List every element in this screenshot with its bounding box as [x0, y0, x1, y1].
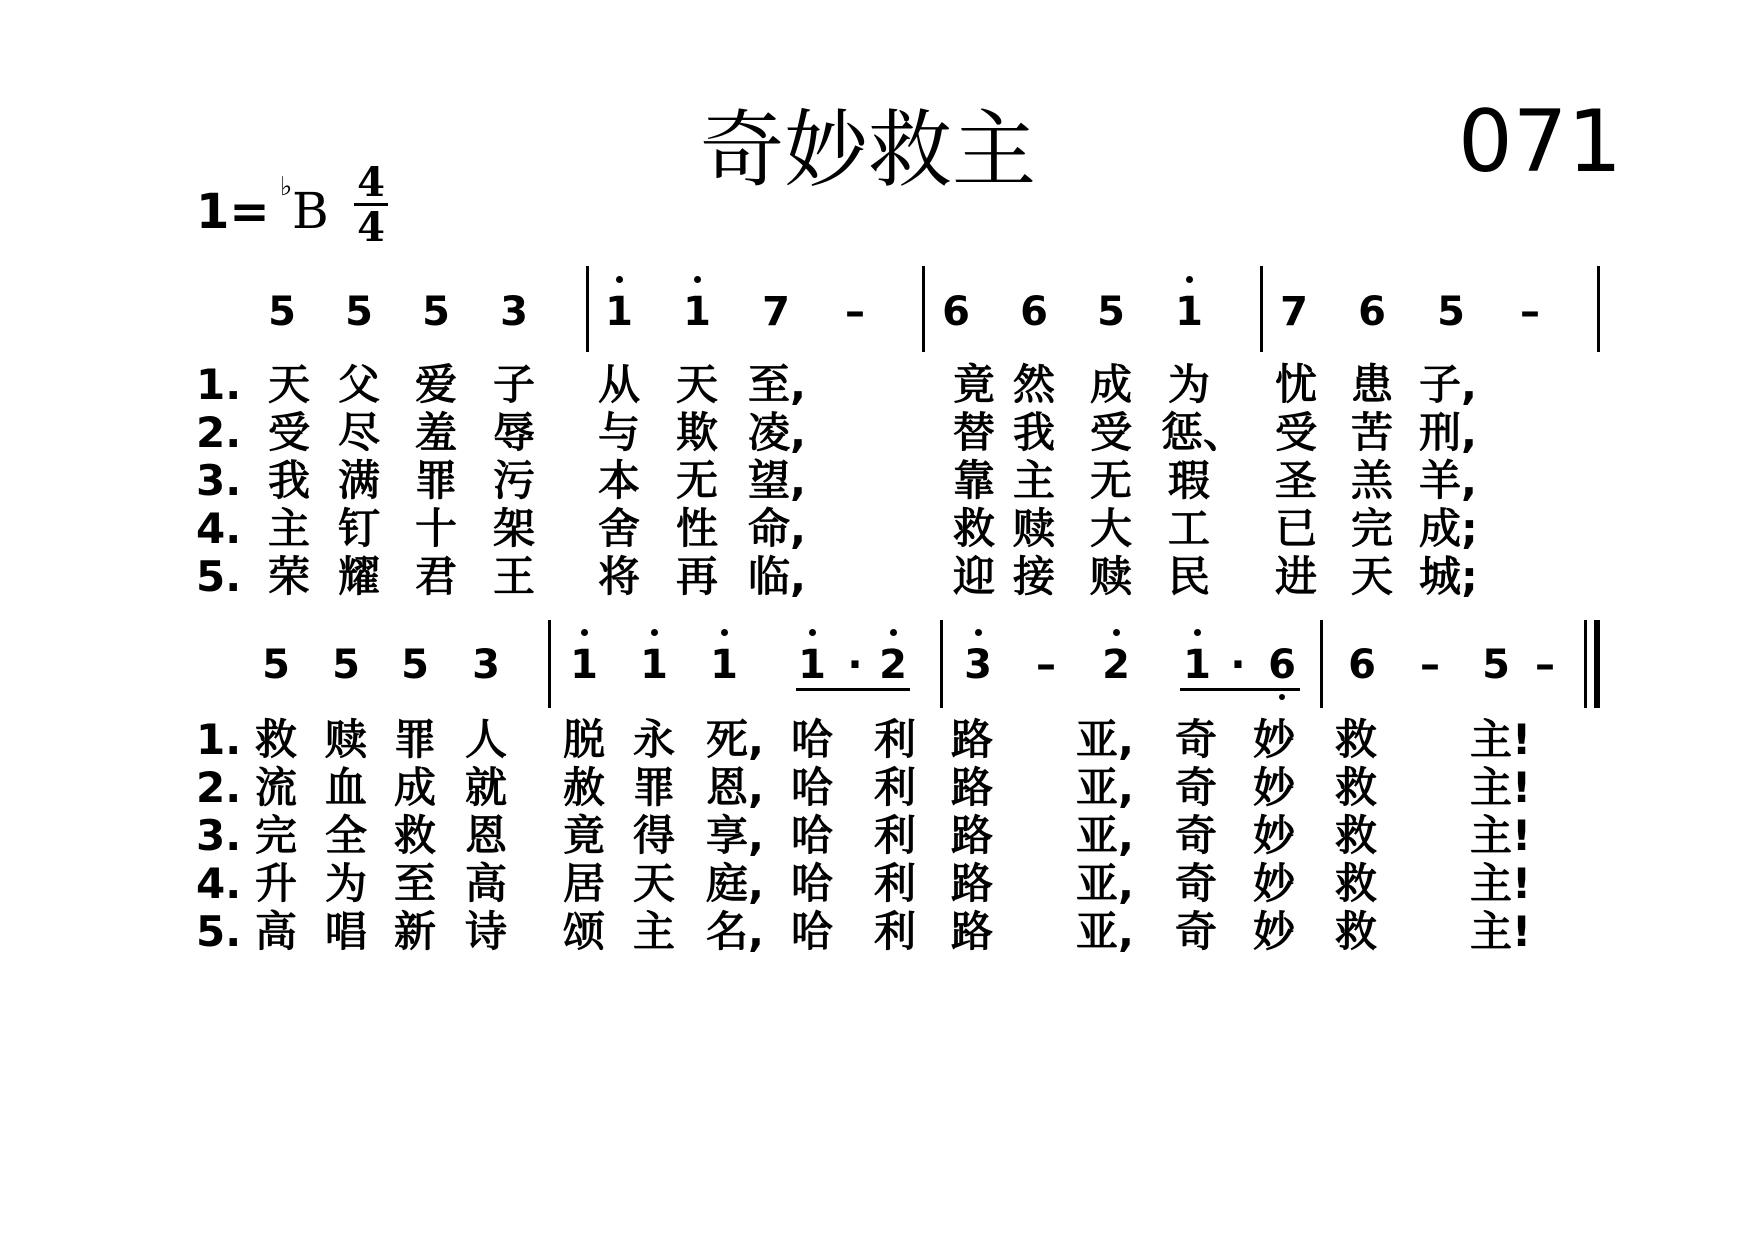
lyric-char: 妙 — [1252, 859, 1295, 908]
lyric-char: 居 — [562, 859, 605, 908]
lyric-char: 至 — [393, 859, 436, 908]
lyric-char: 主! — [1470, 715, 1532, 764]
lyric-char: 圣 — [1274, 456, 1317, 505]
jianpu-note: 1 — [787, 640, 837, 690]
lyric-char: 子, — [1419, 360, 1477, 409]
verse-number: 1. — [196, 715, 242, 764]
lyric-char: 凌, — [748, 408, 806, 457]
lyric-char: 利 — [873, 907, 916, 956]
jianpu-note: 3 — [500, 289, 528, 335]
lyric-char: 奇 — [1174, 811, 1217, 860]
lyric-char: 进 — [1274, 552, 1317, 601]
lyric-char: 妙 — [1252, 715, 1295, 764]
octave-dot — [651, 629, 658, 636]
lyric-char: 就 — [464, 763, 507, 812]
lyric-char: 罪 — [393, 715, 436, 764]
jianpu-note: 5 — [1097, 289, 1125, 335]
jianpu-note: – — [1535, 642, 1555, 688]
verse-number: 3. — [196, 456, 242, 505]
jianpu-note: 5 — [1437, 289, 1465, 335]
lyric-char: 天 — [267, 360, 310, 409]
octave-dot — [1113, 629, 1120, 636]
lyric-char: 奇 — [1174, 859, 1217, 908]
lyric-char: 主 — [1012, 456, 1055, 505]
lyric-char: 救 — [1334, 811, 1377, 860]
lyric-char: 利 — [873, 763, 916, 812]
octave-dot — [616, 276, 623, 283]
lyric-char: 新 — [393, 907, 436, 956]
lyric-char: 为 — [324, 859, 367, 908]
lyric-char: 爱 — [414, 360, 457, 409]
octave-dot — [809, 629, 816, 636]
lyric-char: 羊, — [1419, 456, 1477, 505]
lyric-char: 享, — [706, 811, 764, 860]
lyric-char: 尽 — [337, 408, 380, 457]
lyric-char: 羔 — [1350, 456, 1393, 505]
verse-number: 5. — [196, 552, 242, 601]
lyric-char: 成; — [1419, 504, 1478, 553]
low-octave-dot — [1279, 694, 1285, 700]
jianpu-note: 6 — [1348, 642, 1376, 688]
jianpu-note: 5 — [332, 642, 360, 688]
jianpu-note: 1 — [1164, 287, 1214, 337]
jianpu-note: 2 — [868, 640, 918, 690]
lyric-line — [0, 553, 1754, 601]
lyric-char: 妙 — [1252, 763, 1295, 812]
lyric-line — [0, 860, 1754, 908]
lyric-char: 天 — [1350, 552, 1393, 601]
lyric-char: 君 — [414, 552, 457, 601]
lyric-char: 受 — [267, 408, 310, 457]
octave-dot — [694, 276, 701, 283]
key-note: B — [292, 182, 329, 240]
lyric-line — [0, 505, 1754, 553]
lyric-char: 救 — [254, 715, 297, 764]
octave-dot — [581, 629, 588, 636]
lyric-char: 恩, — [706, 763, 764, 812]
lyric-char: 迎 — [952, 552, 995, 601]
lyric-char: 我 — [267, 456, 310, 505]
lyric-char: 利 — [873, 811, 916, 860]
lyric-char: 流 — [254, 763, 297, 812]
beam-line — [1180, 688, 1300, 691]
lyric-char: 赎 — [1012, 504, 1055, 553]
lyric-char: 无 — [1089, 456, 1132, 505]
jianpu-note: 1 — [594, 287, 644, 337]
lyric-char: 无 — [675, 456, 718, 505]
lyric-char: 路 — [950, 811, 993, 860]
lyric-char: 奇 — [1174, 715, 1217, 764]
lyric-char: 罪 — [632, 763, 675, 812]
lyric-char: 瑕 — [1167, 456, 1210, 505]
verse-number: 4. — [196, 859, 242, 908]
barline — [1320, 620, 1323, 708]
lyric-char: 受 — [1274, 408, 1317, 457]
flat-sign: ♭ — [280, 172, 293, 202]
lyric-char: 主! — [1470, 811, 1532, 860]
verse-number: 5. — [196, 907, 242, 956]
lyric-char: 救 — [393, 811, 436, 860]
lyric-char: 亚, — [1076, 811, 1134, 860]
lyric-char: 名, — [706, 907, 764, 956]
jianpu-note: 1 — [629, 640, 679, 690]
jianpu-note: 3 — [472, 642, 500, 688]
lyric-char: 性 — [675, 504, 718, 553]
jianpu-note: – — [1036, 642, 1056, 688]
lyric-char: 升 — [254, 859, 297, 908]
lyric-char: 本 — [597, 456, 640, 505]
lyric-char: 竟 — [562, 811, 605, 860]
lyric-char: 主 — [267, 504, 310, 553]
lyric-char: 再 — [675, 552, 718, 601]
lyric-char: 将 — [597, 552, 640, 601]
lyric-char: 路 — [950, 907, 993, 956]
lyric-char: 庭, — [706, 859, 764, 908]
time-sig-top: 4 — [357, 159, 385, 206]
lyric-char: 刑, — [1419, 408, 1477, 457]
verse-number: 1. — [196, 360, 242, 409]
jianpu-note: 3 — [953, 640, 1003, 690]
lyric-char: 成 — [1089, 360, 1132, 409]
octave-dot — [1194, 629, 1201, 636]
lyric-char: 奇 — [1174, 763, 1217, 812]
lyric-char: 罪 — [414, 456, 457, 505]
lyric-line — [0, 457, 1754, 505]
jianpu-note: 1 — [672, 287, 722, 337]
lyric-char: 钉 — [337, 504, 380, 553]
jianpu-note: 5 — [268, 289, 296, 335]
lyric-char: 受 — [1089, 408, 1132, 457]
jianpu-note: 6 — [942, 289, 970, 335]
lyric-char: 工 — [1167, 504, 1210, 553]
barline — [1594, 620, 1600, 708]
lyric-char: 主 — [632, 907, 675, 956]
lyric-char: 颂 — [562, 907, 605, 956]
jianpu-note: – — [1420, 642, 1440, 688]
lyric-char: 替 — [952, 408, 995, 457]
lyric-char: 主! — [1470, 763, 1532, 812]
lyric-char: 路 — [950, 763, 993, 812]
lyric-char: 父 — [337, 360, 380, 409]
verse-number: 4. — [196, 504, 242, 553]
jianpu-note: 1 — [559, 640, 609, 690]
lyric-char: 荣 — [267, 552, 310, 601]
jianpu-note: 7 — [1280, 289, 1308, 335]
lyric-char: 欺 — [675, 408, 718, 457]
lyric-char: 亚, — [1076, 763, 1134, 812]
lyric-char: 主! — [1470, 907, 1532, 956]
jianpu-note: 5 — [345, 289, 373, 335]
lyric-char: 苦 — [1350, 408, 1393, 457]
lyric-char: 脱 — [562, 715, 605, 764]
lyric-char: 唱 — [324, 907, 367, 956]
lyric-line — [0, 409, 1754, 457]
jianpu-note: 6 — [1268, 642, 1296, 688]
lyric-char: 靠 — [952, 456, 995, 505]
lyric-char: 哈 — [790, 907, 833, 956]
octave-dot — [1186, 276, 1193, 283]
beam-line — [796, 688, 910, 691]
barline — [940, 620, 943, 708]
lyric-line — [0, 764, 1754, 812]
jianpu-note: 1 — [699, 640, 749, 690]
lyric-char: 死, — [706, 715, 764, 764]
octave-dot — [890, 629, 897, 636]
lyric-char: 全 — [324, 811, 367, 860]
verse-number: 2. — [196, 408, 242, 457]
barline — [922, 266, 925, 352]
lyric-char: 救 — [1334, 859, 1377, 908]
lyric-char: 民 — [1167, 552, 1210, 601]
lyric-char: 哈 — [790, 763, 833, 812]
lyric-char: 忧 — [1274, 360, 1317, 409]
lyric-char: 人 — [464, 715, 507, 764]
lyric-char: 污 — [492, 456, 535, 505]
lyric-char: 利 — [873, 859, 916, 908]
lyric-char: 成 — [393, 763, 436, 812]
lyric-char: 救 — [952, 504, 995, 553]
jianpu-note: – — [845, 289, 865, 335]
lyric-char: 惩、 — [1161, 408, 1246, 457]
barline — [548, 620, 551, 708]
lyric-line — [0, 812, 1754, 860]
lyric-char: 奇 — [1174, 907, 1217, 956]
lyric-char: 高 — [254, 907, 297, 956]
lyric-char: 完 — [1350, 504, 1393, 553]
jianpu-note: · — [1230, 642, 1246, 688]
lyric-char: 得 — [632, 811, 675, 860]
lyric-char: 耀 — [337, 552, 380, 601]
jianpu-note: 5 — [422, 289, 450, 335]
jianpu-note: 7 — [762, 289, 790, 335]
lyric-char: 哈 — [790, 859, 833, 908]
barline — [586, 266, 589, 352]
lyric-char: 哈 — [790, 715, 833, 764]
lyric-char: 城; — [1419, 552, 1478, 601]
lyric-char: 舍 — [597, 504, 640, 553]
lyric-char: 天 — [632, 859, 675, 908]
jianpu-note: 5 — [1482, 642, 1510, 688]
lyric-char: 临, — [748, 552, 806, 601]
jianpu-note: · — [847, 642, 863, 688]
hymn-number: 071 — [1458, 92, 1623, 192]
lyric-line — [0, 361, 1754, 409]
lyric-char: 满 — [337, 456, 380, 505]
lyric-char: 大 — [1089, 504, 1132, 553]
lyric-char: 从 — [597, 360, 640, 409]
lyric-char: 已 — [1274, 504, 1317, 553]
lyric-char: 完 — [254, 811, 297, 860]
barline — [1260, 266, 1263, 352]
octave-dot — [721, 629, 728, 636]
lyric-char: 患 — [1350, 360, 1393, 409]
jianpu-note: – — [1520, 289, 1540, 335]
lyric-line — [0, 716, 1754, 764]
lyric-char: 接 — [1012, 552, 1055, 601]
lyric-char: 路 — [950, 715, 993, 764]
lyric-char: 主! — [1470, 859, 1532, 908]
barline — [1584, 620, 1587, 708]
lyric-char: 救 — [1334, 907, 1377, 956]
lyric-char: 为 — [1167, 360, 1210, 409]
time-sig-bottom: 4 — [357, 204, 385, 251]
lyric-char: 亚, — [1076, 859, 1134, 908]
lyric-char: 王 — [492, 552, 535, 601]
lyric-char: 亚, — [1076, 715, 1134, 764]
lyric-char: 赎 — [324, 715, 367, 764]
barline — [1597, 266, 1600, 352]
lyric-char: 高 — [464, 859, 507, 908]
lyric-char: 羞 — [414, 408, 457, 457]
lyric-char: 辱 — [492, 408, 535, 457]
jianpu-note: 5 — [401, 642, 429, 688]
lyric-char: 望, — [748, 456, 806, 505]
octave-dot — [975, 629, 982, 636]
key-tonic: 1= — [196, 184, 270, 240]
lyric-char: 竟 — [952, 360, 995, 409]
lyric-char: 利 — [873, 715, 916, 764]
verse-number: 2. — [196, 763, 242, 812]
lyric-char: 天 — [675, 360, 718, 409]
jianpu-note: 2 — [1091, 640, 1141, 690]
lyric-char: 与 — [597, 408, 640, 457]
lyric-char: 恩 — [464, 811, 507, 860]
lyric-line — [0, 908, 1754, 956]
verse-number: 3. — [196, 811, 242, 860]
jianpu-note: 5 — [262, 642, 290, 688]
lyric-char: 哈 — [790, 811, 833, 860]
lyric-char: 然 — [1012, 360, 1055, 409]
lyric-char: 血 — [324, 763, 367, 812]
lyric-char: 救 — [1334, 763, 1377, 812]
lyric-char: 架 — [492, 504, 535, 553]
lyric-char: 路 — [950, 859, 993, 908]
lyric-char: 命, — [748, 504, 806, 553]
lyric-char: 至, — [748, 360, 806, 409]
hymn-title: 奇妙救主 — [700, 101, 1037, 199]
time-signature — [354, 159, 388, 251]
lyric-char: 子 — [492, 360, 535, 409]
lyric-char: 妙 — [1252, 811, 1295, 860]
lyric-char: 救 — [1334, 715, 1377, 764]
lyric-char: 十 — [414, 504, 457, 553]
lyric-char: 赦 — [562, 763, 605, 812]
lyric-char: 我 — [1012, 408, 1055, 457]
jianpu-note: 1 — [1172, 640, 1222, 690]
jianpu-note: 6 — [1020, 289, 1048, 335]
lyric-char: 永 — [632, 715, 675, 764]
jianpu-note: 6 — [1358, 289, 1386, 335]
lyric-char: 亚, — [1076, 907, 1134, 956]
lyric-char: 诗 — [464, 907, 507, 956]
lyric-char: 妙 — [1252, 907, 1295, 956]
lyric-char: 赎 — [1089, 552, 1132, 601]
